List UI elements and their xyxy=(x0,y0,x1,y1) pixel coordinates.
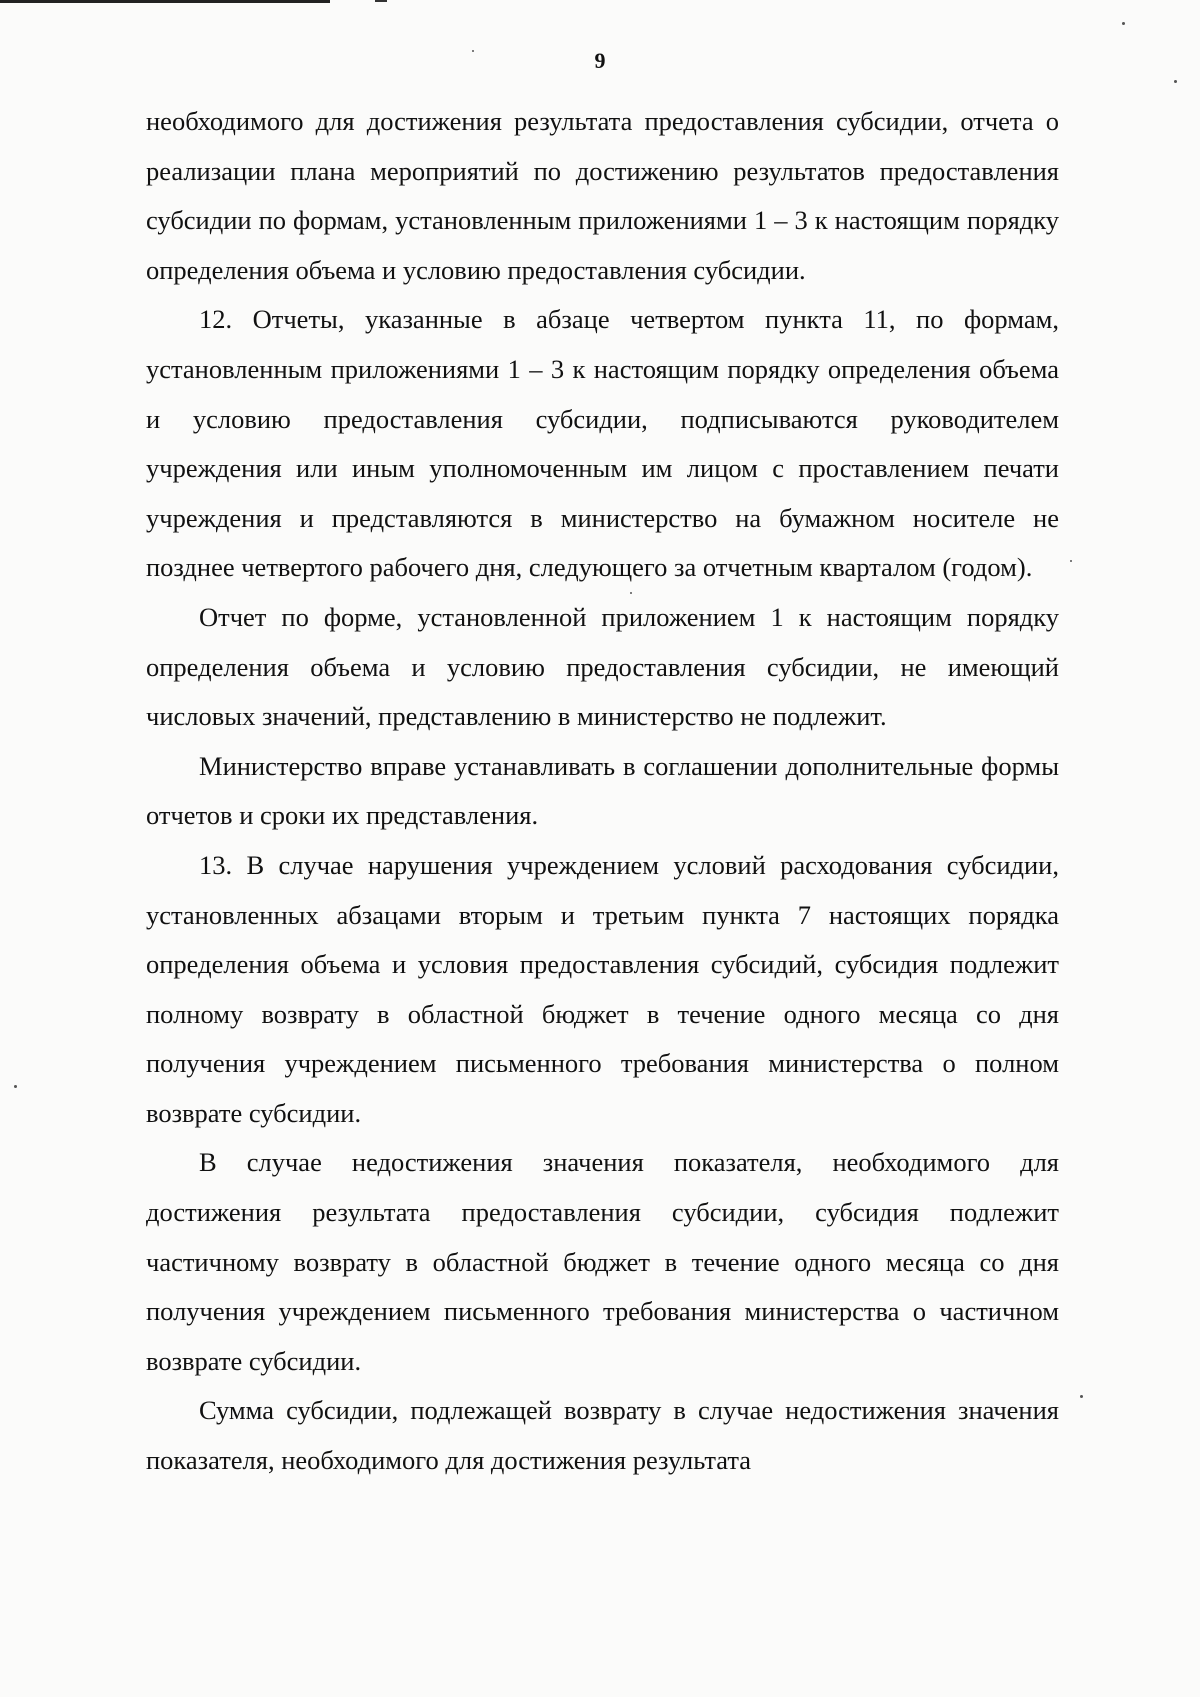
scan-edge-mark xyxy=(375,0,387,2)
page-number: 9 xyxy=(594,48,606,73)
scan-edge-rule xyxy=(0,0,330,3)
paragraph-item-13: 13. В случае нарушения учреждением условий расходования субсидии, установленных абзацами вторым и третьим пункта 7 настоящих порядка определения объема и условия предоставления субсидий, субсидия подлежит полному возврату в областной бюджет в течение одного месяца со дня получения учреждением письменного требования министерства о полном возврате субсидии. xyxy=(146,849,1059,1128)
scan-speck xyxy=(1070,560,1072,562)
scan-speck xyxy=(14,1085,17,1088)
scan-speck xyxy=(1080,1395,1083,1398)
scan-speck xyxy=(472,50,474,52)
scan-speck xyxy=(1174,80,1177,83)
paragraph-partial-return: В случае недостижения значения показателя, необходимого для достижения результата предоставления субсидии, субсидия подлежит частичному возврату в областной бюджет в течение одного месяца со дня получения учреждением письменного требования министерства о частичном возврате субсидии. xyxy=(146,1147,1059,1376)
scan-speck xyxy=(1122,22,1125,25)
paragraph-continuation: необходимого для достижения результата предоставления субсидии, отчета о реализации плана мероприятий по достижению результатов предоставления субсидии по формам, установленным приложениями 1 – 3 к настоящим порядку определения объема и условию предоставления субсидии. xyxy=(146,106,1059,285)
paragraph-item-12: 12. Отчеты, указанные в абзаце четвертом пункта 11, по формам, установленным приложениями 1 – 3 к настоящим порядку определения объема и условию предоставления субсидии, подписываются руководителем учреждения или иным уполномоченным им лицом с проставлением печати учреждения и представляются в министерство на бумажном носителе не позднее четвертого рабочего дня, следующего за отчетным кварталом (годом). xyxy=(146,304,1059,583)
paragraph-return-sum: Сумма субсидии, подлежащей возврату в случае недостижения значения показателя, необходимого для достижения результата xyxy=(146,1395,1059,1476)
body-text xyxy=(146,97,1059,1486)
paragraph-report-form-1: Отчет по форме, установленной приложением 1 к настоящим порядку определения объема и условию предоставления субсидии, не имеющий числовых значений, представлению в министерство не подлежит. xyxy=(146,601,1059,732)
paragraph-ministry-rights: Министерство вправе устанавливать в соглашении дополнительные формы отчетов и сроки их представления. xyxy=(146,750,1059,831)
scan-speck xyxy=(630,592,632,594)
